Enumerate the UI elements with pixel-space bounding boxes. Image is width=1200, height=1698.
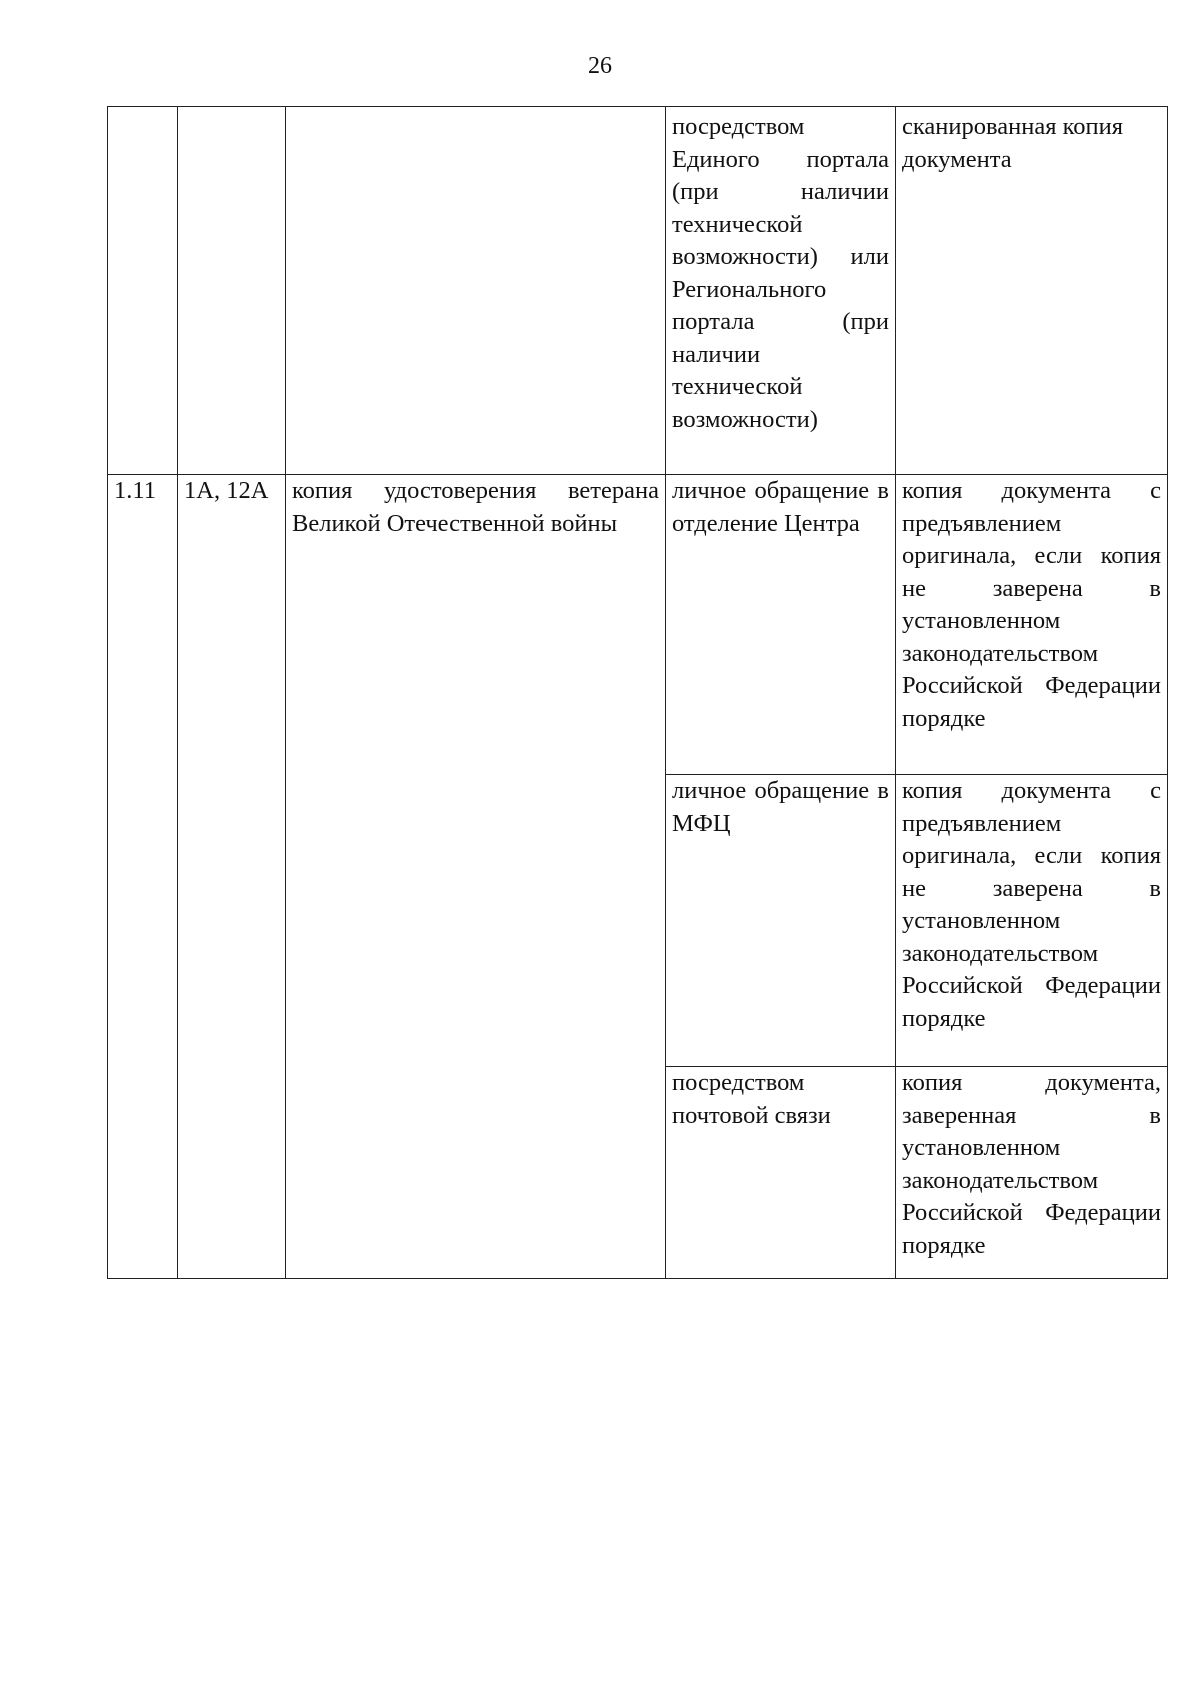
cell-submission-method bbox=[666, 775, 896, 1067]
cell-document-form bbox=[896, 1067, 1168, 1279]
table-row-1-11 bbox=[108, 475, 1168, 775]
document-form-text: сканированная копия документа bbox=[902, 113, 1124, 173]
submission-method-text: личное обращение в МФЦ bbox=[672, 777, 889, 837]
cell-category bbox=[178, 475, 286, 1279]
document-name: копия удостоверения ветерана Великой Отечественной войны bbox=[292, 477, 659, 537]
document-form-text: копия документа с предъявлением оригинала, если копия не заверена в установленном законодательством Российской Федерации порядке bbox=[902, 477, 1161, 732]
cell-number-empty bbox=[108, 107, 178, 475]
cell-submission-method bbox=[666, 1067, 896, 1279]
cell-submission-method bbox=[666, 475, 896, 775]
submission-method-text: посредством Единого портала (при наличии технической возможности) или Регионального портала (при наличии технической возможности) bbox=[672, 113, 889, 433]
cell-category-empty bbox=[178, 107, 286, 475]
cell-submission-method bbox=[666, 107, 896, 475]
submission-method-text: посредством почтовой связи bbox=[672, 1069, 831, 1129]
document-form-text: копия документа, заверенная в установленном законодательством Российской Федерации порядке bbox=[902, 1069, 1161, 1259]
table-row-continuation bbox=[108, 107, 1168, 475]
submission-method-text: личное обращение в отделение Центра bbox=[672, 477, 889, 537]
cell-row-number bbox=[108, 475, 178, 1279]
cell-document-form bbox=[896, 475, 1168, 775]
cell-document-form bbox=[896, 107, 1168, 475]
document-form-text: копия документа с предъявлением оригинала, если копия не заверена в установленном законодательством Российской Федерации порядке bbox=[902, 777, 1161, 1032]
document-table bbox=[107, 106, 1168, 1279]
cell-document-empty bbox=[286, 107, 666, 475]
row-number: 1.11 bbox=[114, 477, 156, 504]
page-number: 26 bbox=[588, 53, 612, 79]
cell-document-form bbox=[896, 775, 1168, 1067]
cell-document-name bbox=[286, 475, 666, 1279]
category-codes: 1А, 12А bbox=[184, 477, 269, 504]
